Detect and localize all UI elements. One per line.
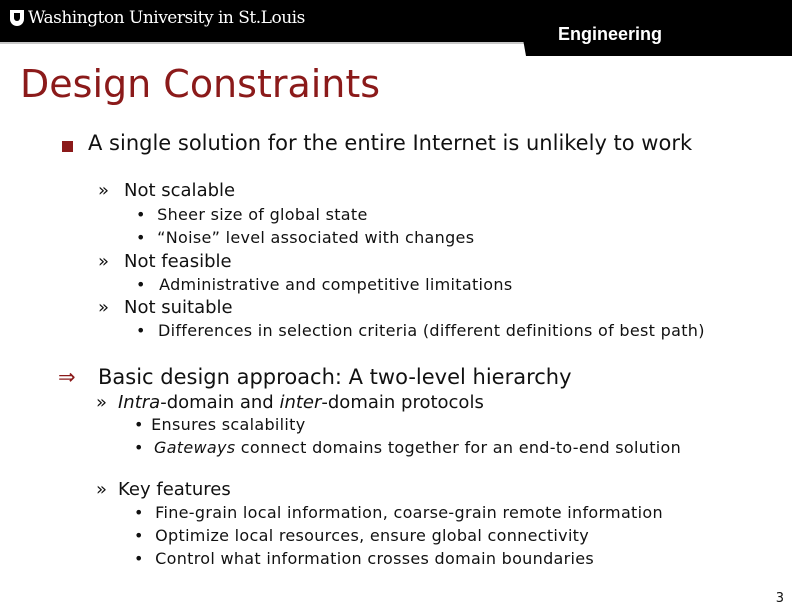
sub-bullet-protocols xyxy=(96,392,484,413)
implies-arrow-icon: ⇒ xyxy=(58,365,76,389)
item-text: Control what information crosses domain boundaries xyxy=(155,549,595,568)
list-item xyxy=(136,322,756,340)
sub-text-em: inter xyxy=(279,392,322,413)
list-item xyxy=(134,550,594,568)
sub-marker: » xyxy=(96,479,108,500)
list-item xyxy=(134,439,714,457)
sub-text: Key features xyxy=(118,479,231,500)
item-text: Optimize local resources, ensure global connectivity xyxy=(155,526,590,545)
sub-marker: » xyxy=(96,392,108,413)
sub-text: Not scalable xyxy=(124,180,236,201)
sub-text: Not suitable xyxy=(124,297,233,318)
sub-marker: » xyxy=(98,251,110,272)
school-label: Engineering xyxy=(558,24,663,44)
dot: • xyxy=(136,228,146,247)
dot: • xyxy=(134,503,144,522)
sub-text: -domain protocols xyxy=(321,392,484,413)
crest-icon xyxy=(10,10,24,26)
dot: • xyxy=(136,275,146,294)
dot: • xyxy=(134,415,144,434)
list-item xyxy=(134,504,663,522)
item-text: Fine-grain local information, coarse-grain remote information xyxy=(155,503,663,522)
sub-bullet-not-scalable xyxy=(98,180,236,201)
sub-text-em: Intra xyxy=(118,392,161,413)
list-item xyxy=(136,276,512,294)
university-name: Washington University in St.Louis xyxy=(28,8,305,28)
dot: • xyxy=(136,321,146,340)
dot: • xyxy=(134,526,144,545)
page-number: 3 xyxy=(775,591,784,606)
item-text: connect domains together for an end-to-end solution xyxy=(235,438,682,457)
sub-bullet-not-feasible xyxy=(98,251,232,272)
bullet-text: Basic design approach: A two-level hierarchy xyxy=(98,365,572,389)
list-item xyxy=(134,416,305,434)
dot: • xyxy=(134,438,144,457)
item-text-em: Gateways xyxy=(154,438,236,457)
bullet-square-icon xyxy=(62,141,73,152)
bullet-main-2 xyxy=(58,365,572,389)
sub-text: -domain and xyxy=(160,392,280,413)
sub-marker: » xyxy=(98,180,110,201)
list-item xyxy=(136,229,474,247)
sub-marker: » xyxy=(98,297,110,318)
slide-title: Design Constraints xyxy=(20,62,381,106)
bullet-main-1: A single solution for the entire Internet is unlikely to work xyxy=(88,131,693,155)
item-text: Administrative and competitive limitations xyxy=(159,275,513,294)
school-tab xyxy=(526,0,792,56)
item-text: Sheer size of global state xyxy=(157,205,368,224)
sub-bullet-not-suitable xyxy=(98,297,233,318)
list-item xyxy=(136,206,368,224)
dot: • xyxy=(134,549,144,568)
item-text: Differences in selection criteria (different definitions of best path) xyxy=(158,321,705,340)
item-text: Ensures scalability xyxy=(151,415,306,434)
dot: • xyxy=(136,205,146,224)
list-item xyxy=(134,527,589,545)
sub-text: Not feasible xyxy=(124,251,232,272)
university-logo xyxy=(10,8,305,28)
item-text: “Noise” level associated with changes xyxy=(157,228,475,247)
sub-bullet-key-features xyxy=(96,479,231,500)
